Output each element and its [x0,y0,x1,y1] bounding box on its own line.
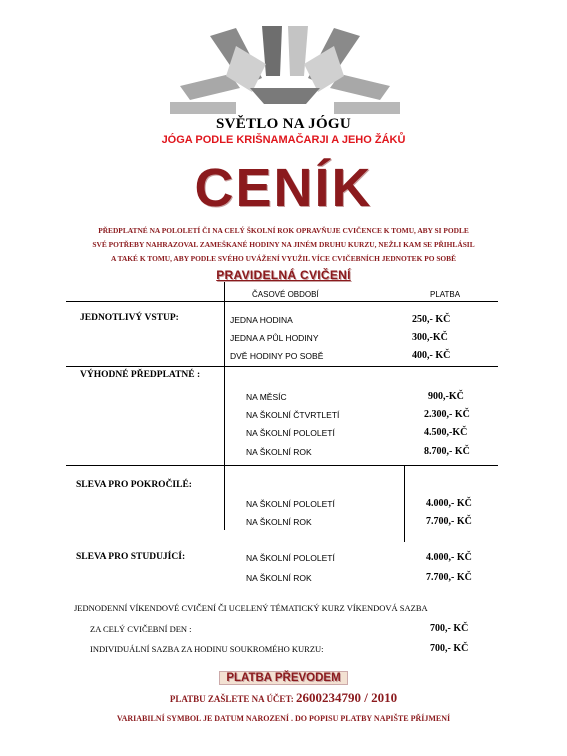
list-item: NA ŠKOLNÍ ČTVRTLETÍ [246,410,340,420]
full-day-price: 700,- KČ [430,623,469,634]
price-value: 250,- KČ [412,314,451,325]
payment-title-wrap [0,668,567,686]
group-label-student-discount: SLEVA PRO STUDUJÍCÍ: [76,552,186,562]
price-value: 4.000,- KČ [426,498,472,509]
price-value: 400,- KČ [412,350,451,361]
full-day-label: ZA CELÝ CVIČEBNÍ DEN : [90,624,192,634]
list-item: NA ŠKOLNÍ ROK [246,573,312,583]
section-title: PRAVIDELNÁ CVIČENÍ [216,268,351,282]
price-value: 7.700,- KČ [426,516,472,527]
group-divider [66,366,498,367]
intro-line-3: A TAKÉ K TOMU, ABY PODLE SVÉHO UVÁŽENÍ VYUŽIL VÍCE CVIČEBNÍCH JEDNOTEK PO SOBĚ [110,254,457,263]
price-value: 2.300,- KČ [424,409,470,420]
price-value: 8.700,- KČ [424,446,470,457]
weekend-line: JEDNODENNÍ VÍKENDOVÉ CVIČENÍ ČI UCELENÝ TÉMATICKÝ KURZ VÍKENDOVÁ SAZBA [74,603,428,613]
account-number: 2600234790 / 2010 [296,690,398,705]
price-divider [404,466,405,542]
list-item: JEDNA A PŮL HODINY [230,333,319,343]
list-item: NA MĚSÍC [246,392,287,402]
list-item: NA ŠKOLNÍ POLOLETÍ [246,553,335,563]
brand-subtitle: JÓGA PODLE KRIŠNAMAČARJI A JEHO ŽÁKŮ [161,134,406,146]
group-label-advanced-discount: SLEVA PRO POKROČILÉ: [76,480,192,490]
intro-line-2: SVÉ POTŘEBY NAHRAZOVAL ZAMEŠKANÉ HODINY NA JINÉM DRUHU KURZU, NEŽLI KAM SE PŘIHLÁSIL [92,240,475,249]
payment-send-label: PLATBU ZAŠLETE NA ÚČET: [169,694,294,704]
column-divider [224,282,225,530]
column-header-price: PLATBA [430,290,461,299]
payment-line [0,690,567,706]
price-value: 4.000,- KČ [426,552,472,563]
list-item: DVĚ HODINY PO SOBĚ [230,351,324,361]
group-label-subscription: VÝHODNÉ PŘEDPLATNÉ : [80,370,201,380]
brand-title: SVĚTLO NA JÓGU [215,116,352,132]
list-item: NA ŠKOLNÍ POLOLETÍ [246,499,335,509]
payment-title: PLATBA PŘEVODEM [219,671,347,685]
intro-line-1: PŘEDPLATNÉ NA POLOLETÍ ČI NA CELÝ ŠKOLNÍ ROK OPRAVŇUJE CVIČENCE K TOMU, ABY SI PODLE [98,226,469,235]
price-value: 4.500,-KČ [424,427,468,438]
payment-footer: VARIABILNÍ SYMBOL JE DATUM NAROZENÍ . DO POPISU PLATBY NAPIŠTE PŘÍJMENÍ [116,714,451,723]
group-label-single-entry: JEDNOTLIVÝ VSTUP: [80,313,179,323]
column-header-period: ČASOVÉ OBDOBÍ [252,290,319,299]
price-value: 7.700,- KČ [426,572,472,583]
list-item: NA ŠKOLNÍ ROK [246,447,312,457]
list-item: NA ŠKOLNÍ ROK [246,517,312,527]
individual-label: INDIVIDUÁLNÍ SAZBA ZA HODINU SOUKROMÉHO KURZU: [90,644,324,654]
sun-logo-icon [170,26,400,116]
list-item: NA ŠKOLNÍ POLOLETÍ [246,428,335,438]
list-item: JEDNA HODINA [230,315,293,325]
group-divider [66,465,498,466]
header-divider [66,301,498,302]
price-value: 900,-KČ [428,391,464,402]
page-heading: CENÍK [194,158,373,218]
individual-price: 700,- KČ [430,643,469,654]
price-value: 300,-KČ [412,332,448,343]
